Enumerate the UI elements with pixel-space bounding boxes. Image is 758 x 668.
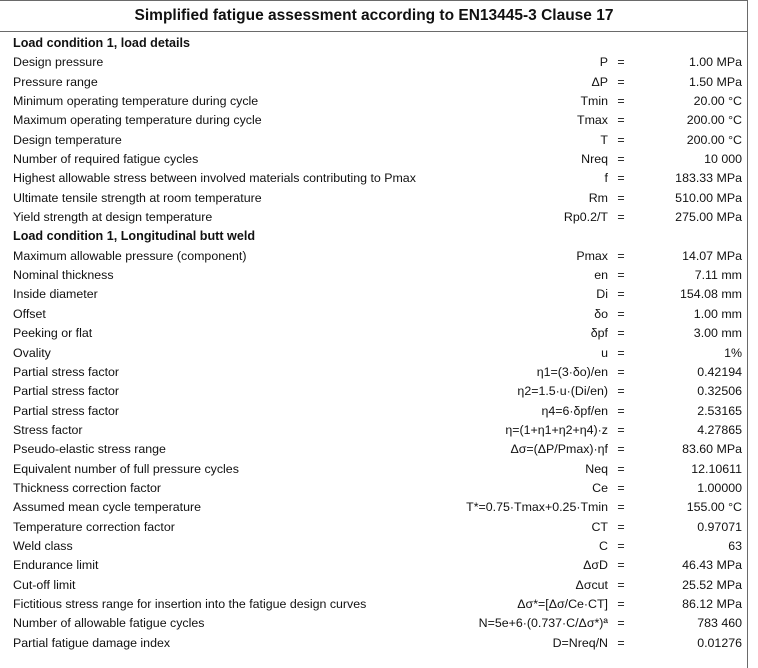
row-symbol: η4=6·δpf/en <box>541 403 608 418</box>
row-value: 0.97071 <box>697 519 742 534</box>
table-row <box>0 576 748 595</box>
row-equals: = <box>617 74 625 89</box>
row-equals: = <box>617 171 625 186</box>
table-row <box>0 324 748 343</box>
row-description: Endurance limit <box>13 558 99 573</box>
row-symbol: Rp0.2/T <box>563 210 608 225</box>
row-value: 200.00 °C <box>686 113 742 128</box>
row-description: Assumed mean cycle temperature <box>13 500 202 515</box>
report-title: Simplified fatigue assessment according to EN13445-3 Clause 17 <box>134 7 614 24</box>
section-heading <box>0 227 748 246</box>
table-row <box>0 440 748 459</box>
row-symbol: D=Nreq/N <box>552 635 608 650</box>
row-value: 275.00 MPa <box>675 210 742 225</box>
table-row <box>0 595 748 614</box>
table-row <box>0 344 748 363</box>
row-symbol: δo <box>594 306 608 321</box>
row-value: 1% <box>724 345 742 360</box>
row-value: 1.00000 <box>697 480 742 495</box>
row-equals: = <box>617 519 625 534</box>
table-row <box>0 479 748 498</box>
row-description: Ovality <box>13 345 51 360</box>
row-equals: = <box>617 113 625 128</box>
row-description: Design temperature <box>13 132 122 147</box>
row-symbol: T <box>600 132 608 147</box>
table-row <box>0 189 748 208</box>
row-description: Maximum operating temperature during cycle <box>13 113 262 128</box>
row-description: Partial stress factor <box>13 403 120 418</box>
row-equals: = <box>617 364 625 379</box>
row-equals: = <box>617 635 625 650</box>
row-symbol: f <box>604 171 608 186</box>
row-value: 0.01276 <box>697 635 742 650</box>
row-equals: = <box>617 461 625 476</box>
row-symbol: P <box>599 55 608 70</box>
row-description: Yield strength at design temperature <box>13 210 213 225</box>
row-value: 1.50 MPa <box>688 74 742 89</box>
table-row <box>0 498 748 517</box>
table-row <box>0 131 748 150</box>
row-value: 1.00 mm <box>693 306 742 321</box>
table-row <box>0 208 748 227</box>
row-value: 20.00 °C <box>693 94 742 109</box>
row-description: Highest allowable stress between involved materials contributing to Pmax <box>13 171 416 186</box>
table-row <box>0 53 748 72</box>
row-description: Ultimate tensile strength at room temperature <box>13 190 262 205</box>
row-description: Nominal thickness <box>13 268 114 283</box>
row-symbol: Δσ=(ΔP/Pmax)·ηf <box>510 442 608 457</box>
row-symbol: Pmax <box>576 248 608 263</box>
table-row <box>0 460 748 479</box>
section-heading-label: Load condition 1, Longitudinal butt weld <box>13 229 256 244</box>
row-equals: = <box>617 384 625 399</box>
section-heading-label: Load condition 1, load details <box>13 36 191 50</box>
row-description: Thickness correction factor <box>13 480 162 495</box>
table-row <box>0 402 748 421</box>
table-row <box>0 518 748 537</box>
row-description: Partial stress factor <box>13 364 120 379</box>
row-description: Maximum allowable pressure (component) <box>13 248 247 263</box>
row-description: Weld class <box>13 538 73 553</box>
row-equals: = <box>617 152 625 167</box>
table-row <box>0 266 748 285</box>
row-equals: = <box>617 306 625 321</box>
row-value: 25.52 MPa <box>682 577 742 592</box>
row-symbol: N=5e+6·(0.737·C/Δσ*)ª <box>478 616 608 631</box>
section-heading <box>0 34 748 53</box>
row-value: 83.60 MPa <box>682 442 742 457</box>
row-symbol: Tmax <box>577 113 608 128</box>
row-description: Temperature correction factor <box>13 519 175 534</box>
row-description: Stress factor <box>13 422 83 437</box>
row-symbol: T*=0.75·Tmax+0.25·Tmin <box>466 500 608 515</box>
row-symbol: Neq <box>585 461 608 476</box>
row-equals: = <box>617 210 625 225</box>
row-value: 0.32506 <box>697 384 742 399</box>
row-description: Design pressure <box>13 55 104 70</box>
row-equals: = <box>617 422 625 437</box>
row-symbol: η1=(3·δo)/en <box>536 364 608 379</box>
row-value: 4.27865 <box>697 422 742 437</box>
table-row <box>0 92 748 111</box>
row-description: Peeking or flat <box>13 326 93 341</box>
row-value: 783 460 <box>697 616 742 631</box>
table-row <box>0 73 748 92</box>
row-equals: = <box>617 500 625 515</box>
row-symbol: Δσcut <box>575 577 608 592</box>
table-row <box>0 285 748 304</box>
row-description: Pseudo-elastic stress range <box>13 442 166 457</box>
row-equals: = <box>617 403 625 418</box>
row-symbol: ΔP <box>591 74 608 89</box>
table-row <box>0 421 748 440</box>
row-description: Number of allowable fatigue cycles <box>13 616 205 631</box>
row-value: 183.33 MPa <box>675 171 742 186</box>
table-row <box>0 382 748 401</box>
row-description: Number of required fatigue cycles <box>13 152 199 167</box>
row-description: Inside diameter <box>13 287 98 302</box>
row-value: 0.42194 <box>697 364 742 379</box>
row-value: 14.07 MPa <box>682 248 742 263</box>
row-value: 10 000 <box>704 152 742 167</box>
row-value: 200.00 °C <box>686 132 742 147</box>
row-symbol: η=(1+η1+η2+η4)·z <box>505 422 608 437</box>
row-value: 154.08 mm <box>680 287 742 302</box>
table-row <box>0 305 748 324</box>
results-table <box>0 34 748 653</box>
row-symbol: δpf <box>590 326 608 341</box>
row-equals: = <box>617 248 625 263</box>
table-row <box>0 634 748 653</box>
row-value: 46.43 MPa <box>682 558 742 573</box>
table-row <box>0 150 748 169</box>
table-row <box>0 556 748 575</box>
table-row <box>0 169 748 188</box>
row-value: 510.00 MPa <box>675 190 742 205</box>
row-symbol: C <box>599 538 608 553</box>
table-row <box>0 537 748 556</box>
row-equals: = <box>617 132 625 147</box>
row-description: Pressure range <box>13 74 98 89</box>
row-equals: = <box>617 480 625 495</box>
row-symbol: en <box>594 268 608 283</box>
table-row <box>0 247 748 266</box>
row-symbol: Nreq <box>581 152 608 167</box>
row-description: Minimum operating temperature during cycle <box>13 94 259 109</box>
row-value: 86.12 MPa <box>682 596 742 611</box>
row-equals: = <box>617 268 625 283</box>
row-symbol: Di <box>596 287 608 302</box>
row-description: Fictitious stress range for insertion into the fatigue design curves <box>13 596 367 611</box>
row-value: 63 <box>728 538 742 553</box>
row-symbol: η2=1.5·u·(Di/en) <box>517 384 608 399</box>
row-value: 12.10611 <box>691 461 742 476</box>
row-equals: = <box>617 55 625 70</box>
table-row <box>0 614 748 633</box>
row-equals: = <box>617 190 625 205</box>
row-value: 7.11 mm <box>694 268 742 283</box>
row-value: 2.53165 <box>697 403 742 418</box>
row-equals: = <box>617 538 625 553</box>
row-symbol: Tmin <box>580 94 608 109</box>
row-symbol: CT <box>591 519 608 534</box>
table-row <box>0 111 748 130</box>
row-equals: = <box>617 558 625 573</box>
title-divider <box>0 31 748 32</box>
row-symbol: Rm <box>588 190 608 205</box>
top-border <box>0 0 748 1</box>
row-value: 155.00 °C <box>686 500 742 515</box>
row-description: Partial stress factor <box>13 384 120 399</box>
row-description: Offset <box>13 306 46 321</box>
row-equals: = <box>617 94 625 109</box>
row-symbol: u <box>601 345 608 360</box>
row-symbol: Δσ*=[Δσ/Ce·CT] <box>517 596 608 611</box>
row-symbol: Ce <box>592 480 608 495</box>
row-symbol: ΔσD <box>583 558 608 573</box>
row-value: 1.00 MPa <box>688 55 742 70</box>
row-equals: = <box>617 287 625 302</box>
row-description: Equivalent number of full pressure cycles <box>13 461 239 476</box>
row-equals: = <box>617 577 625 592</box>
table-row <box>0 363 748 382</box>
row-equals: = <box>617 442 625 457</box>
row-description: Partial fatigue damage index <box>13 635 171 650</box>
row-description: Cut-off limit <box>13 577 76 592</box>
row-equals: = <box>617 326 625 341</box>
row-equals: = <box>617 596 625 611</box>
row-equals: = <box>617 345 625 360</box>
row-equals: = <box>617 616 625 631</box>
row-value: 3.00 mm <box>693 326 742 341</box>
